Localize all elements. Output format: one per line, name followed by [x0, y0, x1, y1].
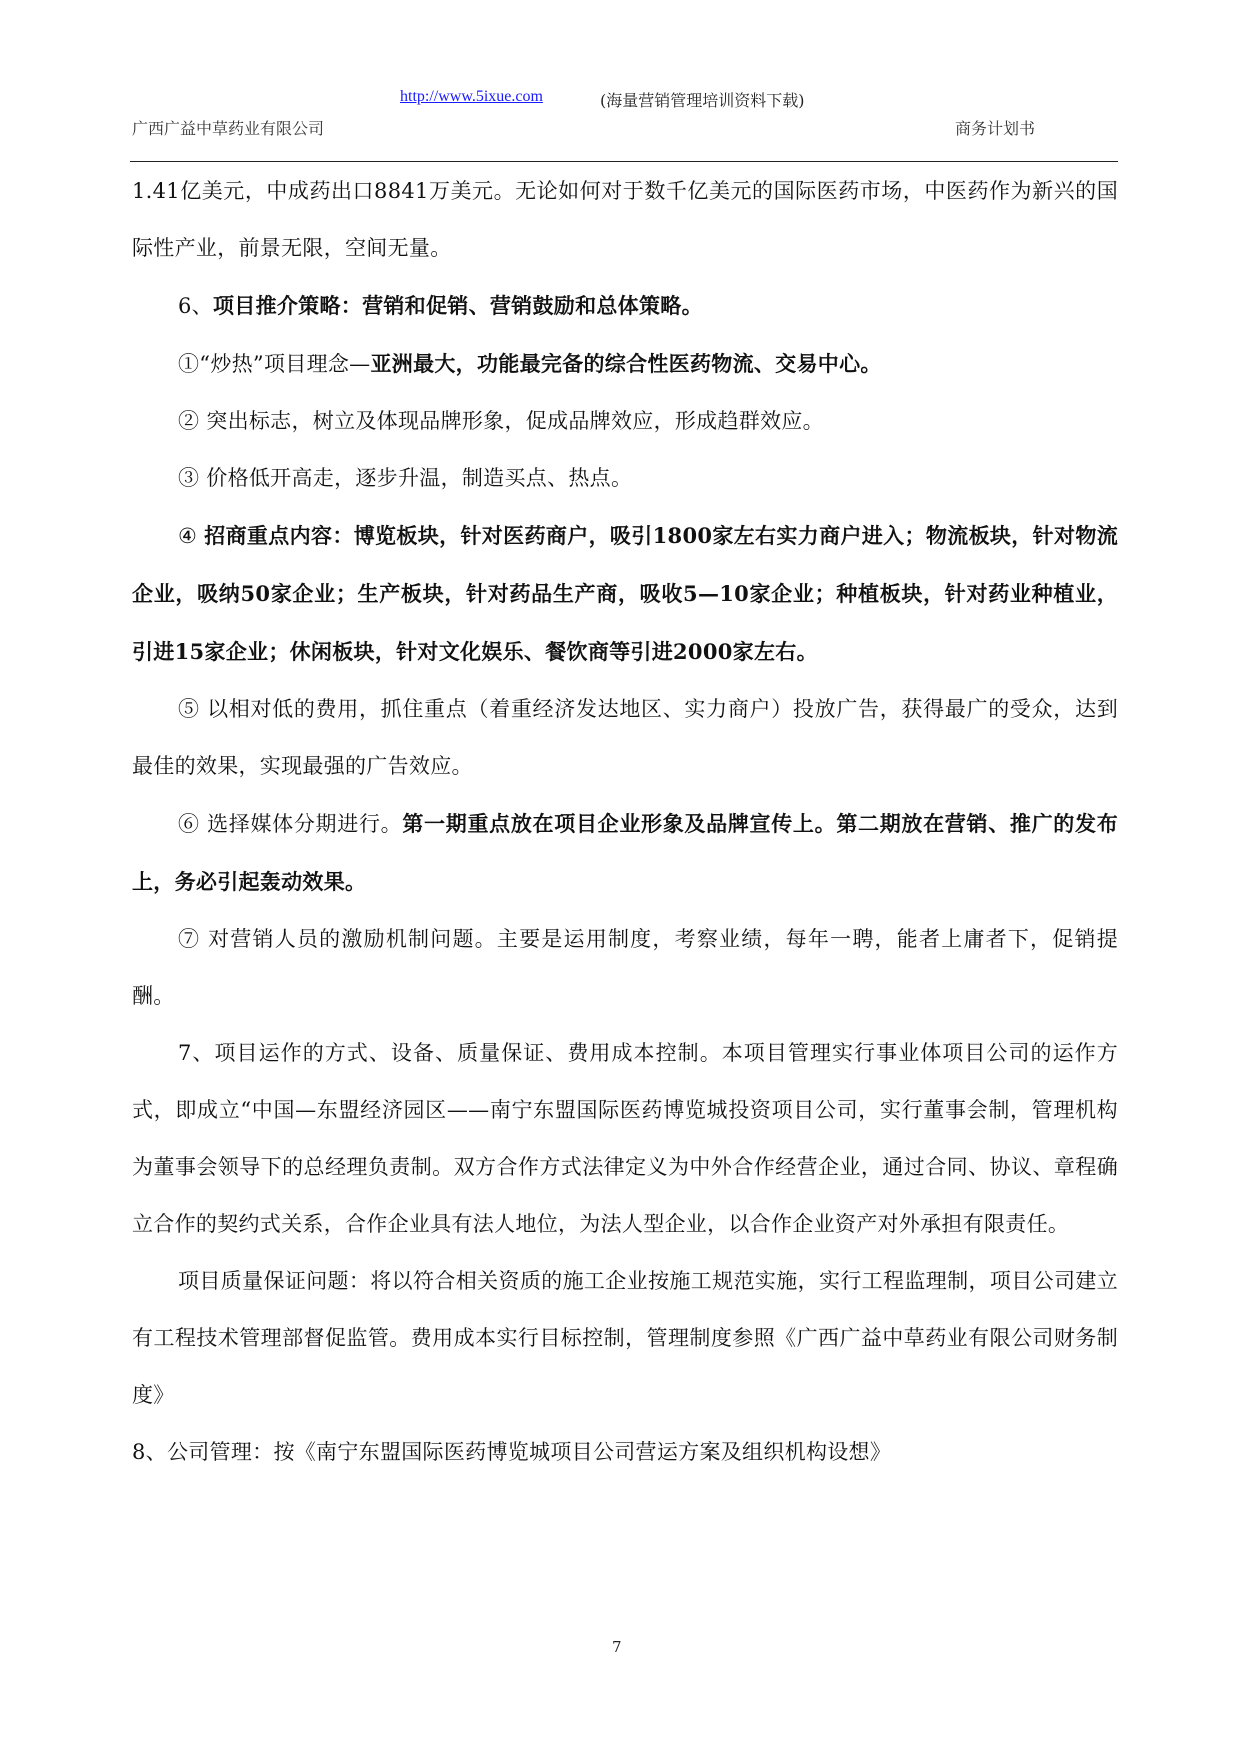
item-1-text: ①“炒热”项目理念—	[178, 352, 371, 376]
item-6-text: ⑥ 选择媒体分期进行。	[178, 812, 403, 836]
header-doc-type: 商务计划书	[955, 119, 1036, 138]
header-note: (海量营销管理培训资料下载)	[600, 91, 805, 110]
paragraph-operation-mode: 7、项目运作的方式、设备、质量保证、费用成本控制。本项目管理实行事业体项目公司的运作方式，即成立“中国—东盟经济园区——南宁东盟国际医药博览城投资项目公司，实行董事会制，管理机构为董事会领导下的总经理负责制。双方合作方式法律定义为中外合作经营企业，通过合同、协议、章程确立合作的契约式关系，合作企业具有法人地位，为法人型企业，以合作企业资产对外承担有限责任。	[132, 1041, 1118, 1236]
paragraph-promotion-strategy	[132, 277, 1118, 335]
page-number: 7	[612, 1638, 622, 1656]
paragraph-export-figures: 1.41亿美元，中成药出口8841万美元。无论如何对于数千亿美元的国际医药市场，中医药作为新兴的国际性产业，前景无限，空间无量。	[132, 179, 1118, 260]
header-link[interactable]: http://www.5ixue.com	[400, 88, 543, 105]
paragraph-item-5: ⑤ 以相对低的费用，抓住重点（着重经济发达地区、实力商户）投放广告，获得最广的受众，达到最佳的效果，实现最强的广告效应。	[132, 697, 1118, 778]
item-4-bold: 招商重点内容：博览板块，针对医药商户，吸引1800家左右实力商户进入；物流板块，针对物流企业，吸纳50家企业；生产板块，针对药品生产商，吸收5—10家企业；种植板块，针对药业种植业，引进15家企业；休闲板块，针对文化娱乐、餐饮商等引进2000家左右。	[132, 523, 1118, 664]
header-company: 广西广益中草药业有限公司	[132, 119, 325, 138]
paragraph-item-4	[132, 507, 1118, 681]
item-6-bold: 第一期重点放在项目企业形象及品牌宣传上。第二期放在营销、推广的发布上，务必引起轰动效果。	[132, 811, 1118, 894]
paragraph-item-3: ③ 价格低开高走，逐步升温，制造买点、热点。	[178, 466, 633, 490]
paragraph-item-2: ② 突出标志，树立及体现品牌形象，促成品牌效应，形成趋群效应。	[178, 409, 824, 433]
paragraph-item-6	[132, 795, 1118, 911]
paragraph-item-7: ⑦ 对营销人员的激励机制问题。主要是运用制度，考察业绩，每年一聘，能者上庸者下，促销提酬。	[132, 927, 1118, 1008]
document-body	[132, 163, 1118, 1481]
section-heading: 项目推介策略：营销和促销、营销鼓励和总体策略。	[212, 293, 703, 318]
paragraph-item-1	[132, 335, 1118, 393]
header-rule	[130, 161, 1118, 162]
paragraph-company-management: 8、公司管理：按《南宁东盟国际医药博览城项目公司营运方案及组织机构设想》	[132, 1440, 892, 1464]
item-4-marker: ④	[178, 524, 205, 548]
item-1-bold: 亚洲最大，功能最完备的综合性医药物流、交易中心。	[370, 351, 882, 376]
section-number: 6、	[178, 294, 213, 318]
paragraph-quality-assurance: 项目质量保证问题：将以符合相关资质的施工企业按施工规范实施，实行工程监理制，项目公司建立有工程技术管理部督促监管。费用成本实行目标控制，管理制度参照《广西广益中草药业有限公司财务制度》	[132, 1269, 1118, 1407]
